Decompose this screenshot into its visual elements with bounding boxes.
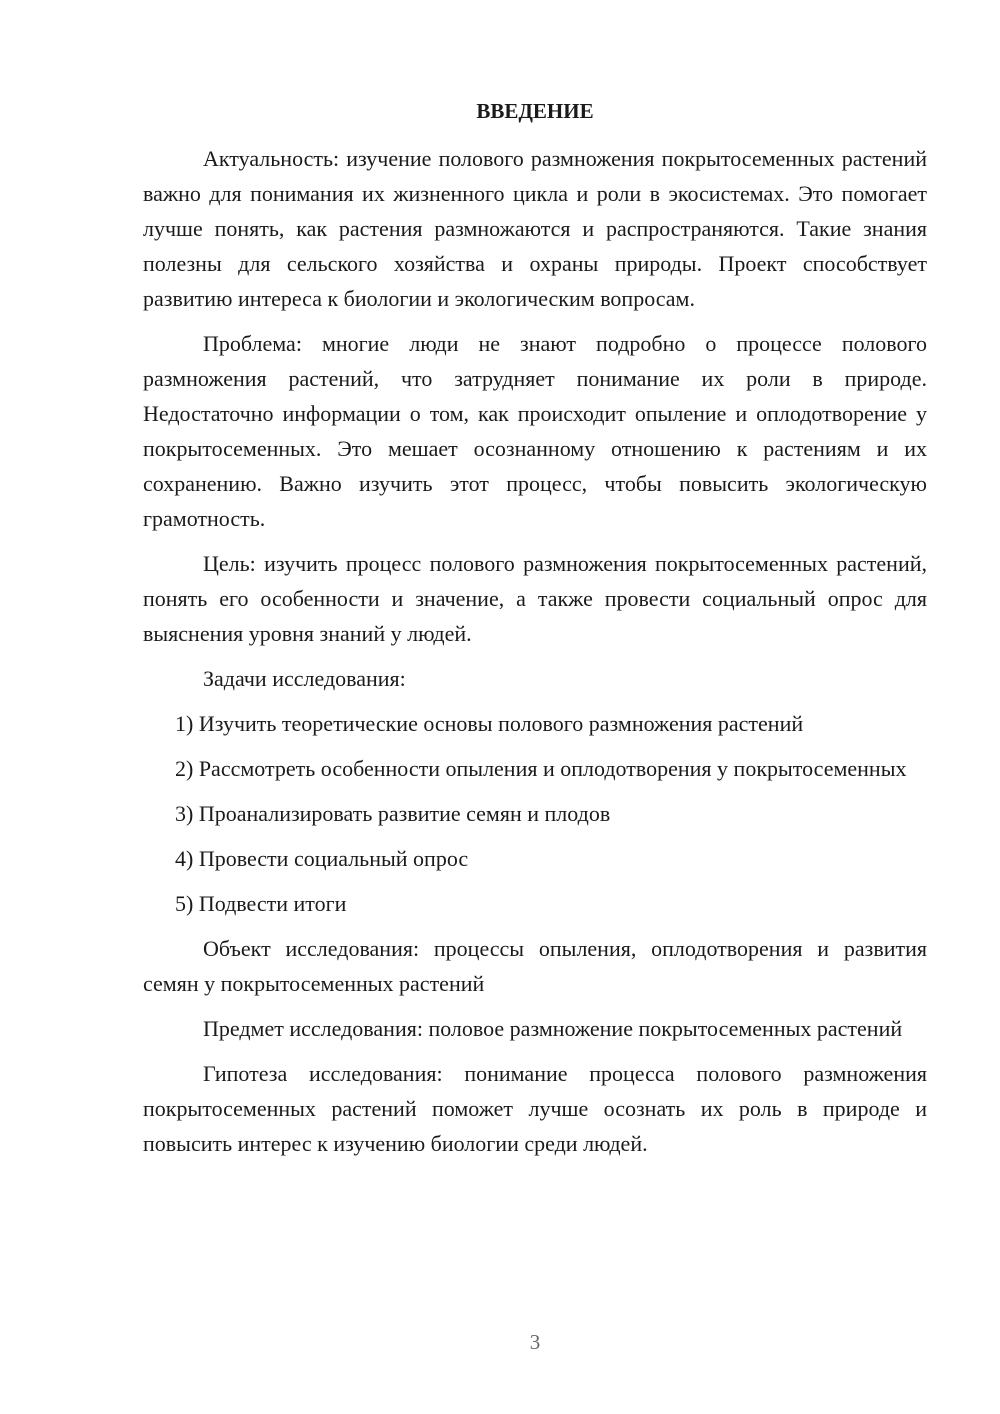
goal-paragraph: Цель: изучить процесс полового размножения покрытосеменных растений, понять его особенности и значение, а также провести социальный опрос для выяснения уровня знаний у людей. xyxy=(143,551,927,646)
section-title: ВВЕДЕНИЕ xyxy=(476,99,594,123)
problem-paragraph: Проблема: многие люди не знают подробно о процессе полового размножения растений, что затрудняет понимание их роли в природе. Недостаточно информации о том, как происходит опыление и оплодотворение у покрытосеменных. Это мешает осознанному отношению к растениям и их сохранению. Важно изучить этот процесс, чтобы повысить экологическую грамотность. xyxy=(143,331,927,531)
relevance-paragraph: Актуальность: изучение полового размножения покрытосеменных растений важно для понимания их жизненного цикла и роли в экосистемах. Это помогает лучше понять, как растения размножаются и распространяются. Такие знания полезны для сельского хозяйства и охраны природы. Проект способствует развитию интереса к биологии и экологическим вопросам. xyxy=(143,146,927,311)
document-page xyxy=(143,94,927,1171)
subject-paragraph: Предмет исследования: половое размножение покрытосеменных растений xyxy=(203,1016,903,1041)
task-item: 2) Рассмотреть особенности опыления и оплодотворения у покрытосеменных xyxy=(175,756,907,781)
tasks-heading: Задачи исследования: xyxy=(203,666,406,691)
hypothesis-paragraph: Гипотеза исследования: понимание процесса полового размножения покрытосеменных растений поможет лучше осознать их роль в природе и повысить интерес к изучению биологии среди людей. xyxy=(143,1061,927,1156)
task-item: 3) Проанализировать развитие семян и плодов xyxy=(175,801,611,826)
tasks-list xyxy=(143,706,927,921)
task-item: 1) Изучить теоретические основы полового размножения растений xyxy=(175,711,804,736)
object-paragraph: Объект исследования: процессы опыления, оплодотворения и развития семян у покрытосеменных растений xyxy=(143,936,927,996)
task-item: 4) Провести социальный опрос xyxy=(175,846,469,871)
page-number: 3 xyxy=(529,1330,541,1354)
task-item: 5) Подвести итоги xyxy=(175,891,347,916)
